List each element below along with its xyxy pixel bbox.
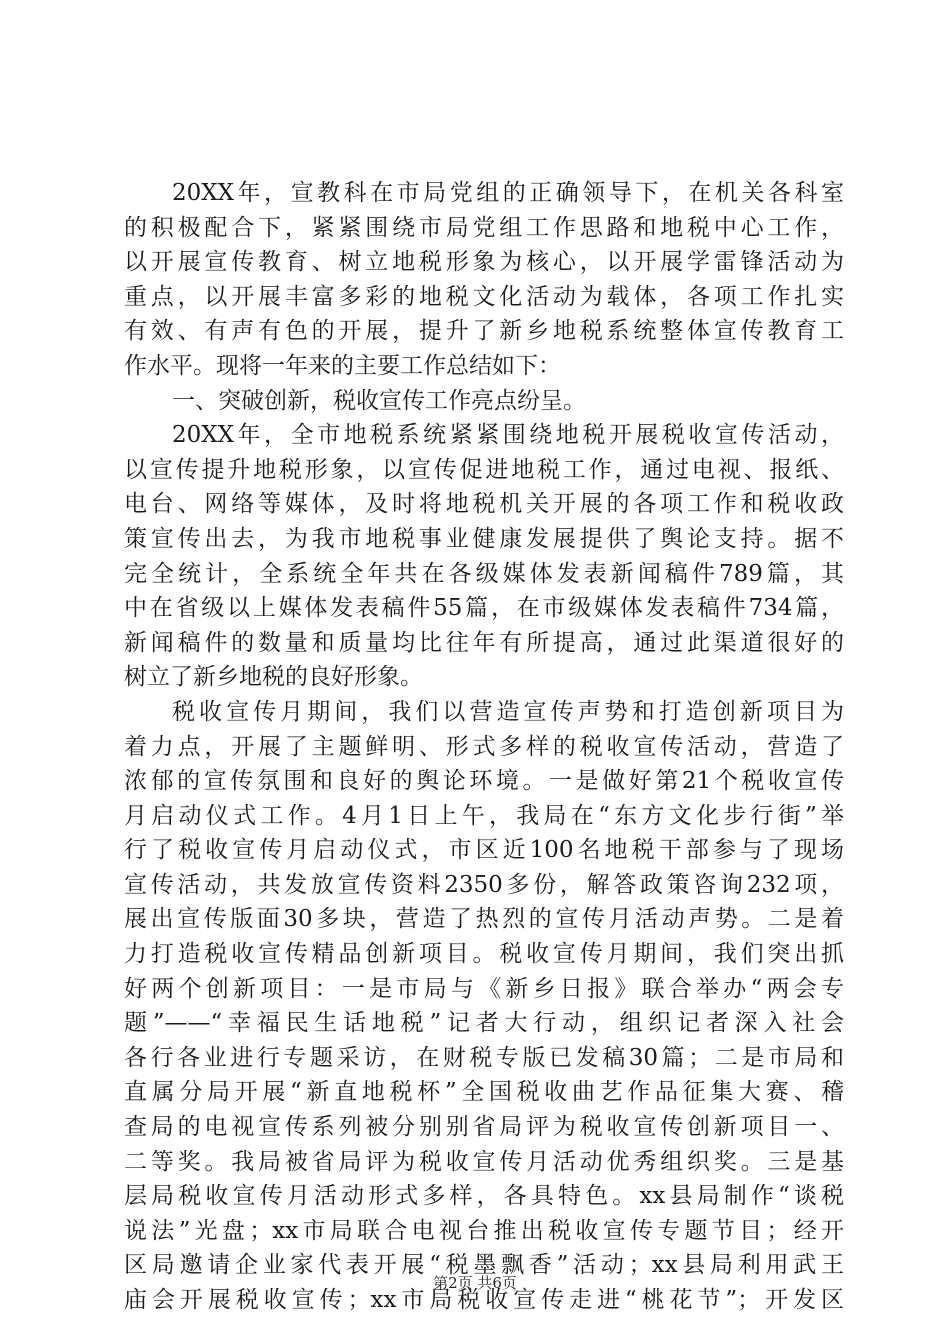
text-line: 直属分局开展“新直地税杯”全国税收曲艺作品征集大赛、稽: [124, 1079, 844, 1106]
document-body: [124, 176, 844, 1318]
text-line: 浓郁的宣传氛围和良好的舆论环境。一是做好第21个税收宣传: [124, 768, 844, 795]
text-line: 着力点，开展了主题鲜明、形式多样的税收宣传活动，营造了: [124, 733, 844, 760]
text-line: 一、突破创新，税收宣传工作亮点纷呈。: [172, 387, 586, 414]
text-line: 的积极配合下，紧紧围绕市局党组工作思路和地税中心工作，: [124, 214, 844, 241]
text-line: 各行各业进行专题采访，在财税专版已发稿30篇；二是市局和: [124, 1044, 844, 1071]
text-line: 好两个创新项目：一是市局与《新乡日报》联合举办“两会专: [124, 975, 844, 1002]
text-line: 重点，以开展丰富多彩的地税文化活动为载体，各项工作扎实: [124, 283, 844, 310]
text-line: 区局邀请企业家代表开展“税墨飘香”活动；xx县局利用武王: [124, 1252, 844, 1279]
text-line: 有效、有声有色的开展，提升了新乡地税系统整体宣传教育工: [124, 318, 844, 345]
text-line: 20XX年，宣教科在市局党组的正确领导下，在机关各科室: [172, 180, 844, 206]
text-line: 月启动仪式工作。4月1日上午，我局在“东方文化步行街”举: [124, 802, 844, 829]
text-line: 题”——“幸福民生话地税”记者大行动，组织记者深入社会: [124, 1010, 844, 1037]
text-line: 层局税收宣传月活动形式多样，各具特色。xx县局制作“谈税: [124, 1183, 844, 1210]
text-line: 宣传活动，共发放宣传资料2350多份，解答政策咨询232项，: [124, 871, 844, 898]
text-line: 树立了新乡地税的良好形象。: [124, 664, 423, 691]
text-line: 行了税收宣传月启动仪式，市区近100名地税干部参与了现场: [124, 837, 844, 864]
text-line: 完全统计，全系统全年共在各级媒体发表新闻稿件789篇，其: [124, 560, 844, 587]
text-line: 新闻稿件的数量和质量均比往年有所提高，通过此渠道很好的: [124, 629, 844, 656]
text-line: 20XX年，全市地税系统紧紧围绕地税开展税收宣传活动，: [172, 422, 844, 449]
text-line: 说法”光盘；xx市局联合电视台推出税收宣传专题节目；经开: [124, 1217, 844, 1244]
text-line: 展出宣传版面30多块，营造了热烈的宣传月活动声势。二是着: [124, 906, 844, 933]
text-line: 二等奖。我局被省局评为税收宣传月活动优秀组织奖。三是基: [124, 1148, 844, 1175]
text-line: 策宣传出去，为我市地税事业健康发展提供了舆论支持。据不: [124, 525, 844, 552]
text-line: 中在省级以上媒体发表稿件55篇，在市级媒体发表稿件734篇，: [124, 595, 844, 622]
text-line: 以宣传提升地税形象，以宣传促进地税工作，通过电视、报纸、: [124, 456, 844, 483]
text-line: 电台、网络等媒体，及时将地税机关开展的各项工作和税收政: [124, 491, 844, 518]
text-line: 作水平。现将一年来的主要工作总结如下：: [124, 352, 561, 379]
text-line: 税收宣传月期间，我们以营造宣传声势和打造创新项目为: [172, 698, 844, 725]
page-footer: 第2页 共6页: [433, 1274, 517, 1292]
text-line: 庙会开展税收宣传；xx市局税收宣传走进“桃花节”；开发区: [124, 1287, 844, 1313]
text-line: 力打造税收宣传精品创新项目。税收宣传月期间，我们突出抓: [124, 941, 844, 968]
text-line: 查局的电视宣传系列被分别别省局评为税收宣传创新项目一、: [124, 1114, 844, 1141]
text-line: 以开展宣传教育、树立地税形象为核心，以开展学雷锋活动为: [124, 249, 844, 276]
